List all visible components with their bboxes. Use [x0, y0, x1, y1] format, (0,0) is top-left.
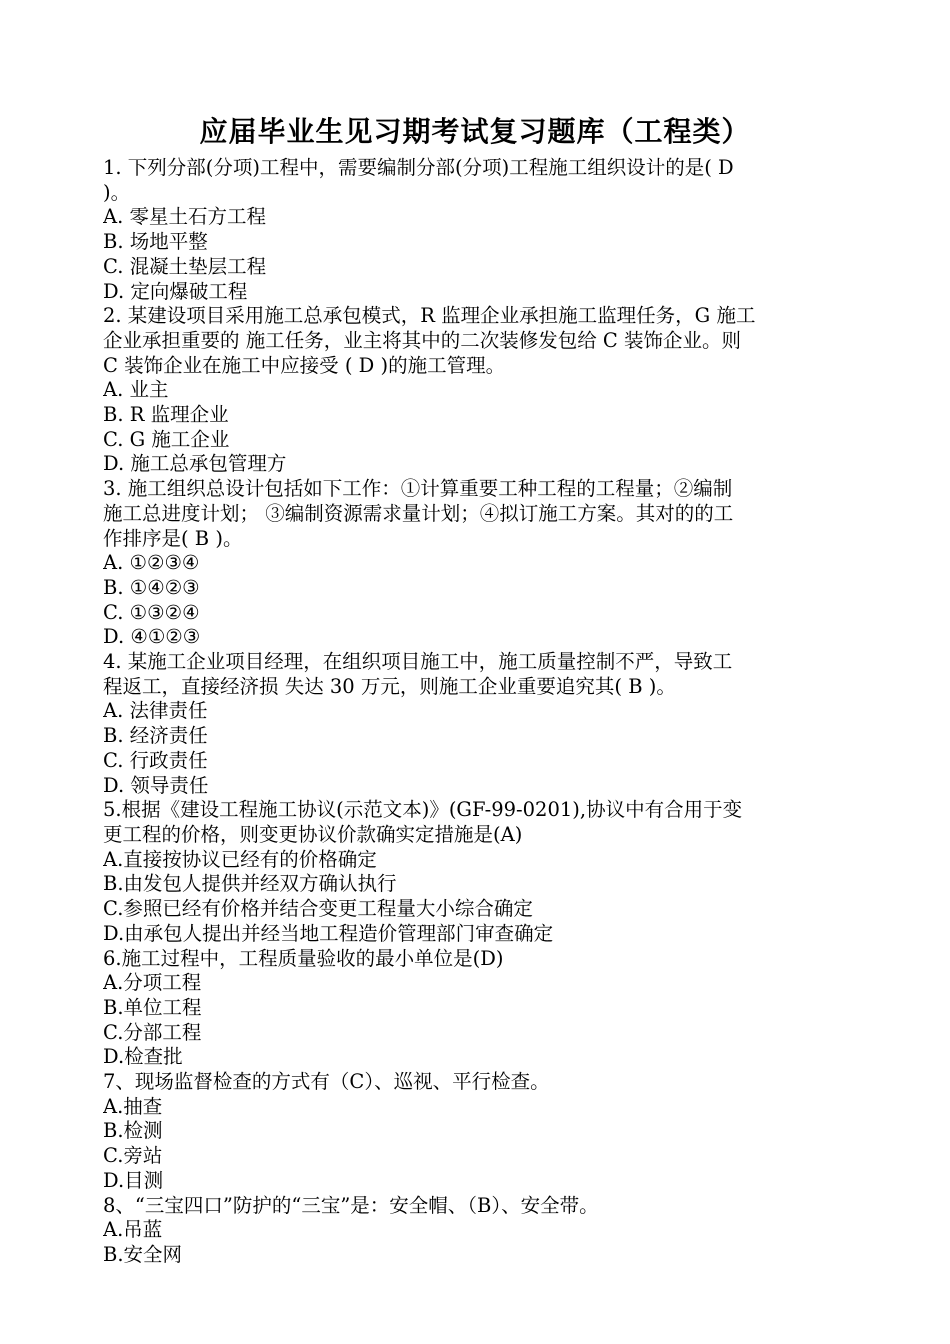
text-line: D. 定向爆破工程 [103, 279, 248, 303]
text-line: 企业承担重要的 施工任务，业主将其中的二次装修发包给 C 装饰企业。则 [103, 328, 742, 352]
text-line: B.由发包人提供并经双方确认执行 [103, 872, 397, 896]
text-line: 3. 施工组织总设计包括如下工作：①计算重要工种工程的工程量；②编制 [103, 477, 733, 501]
text-line: A. 零星土石方工程 [103, 205, 266, 229]
text-line: A.分项工程 [103, 971, 202, 995]
text-line: 5.根据《建设工程施工协议(示范文本)》(GF-99-0201),协议中有合用于变 [103, 798, 743, 822]
text-line: C. 混凝土垫层工程 [103, 254, 267, 278]
text-line: B.安全网 [103, 1242, 183, 1266]
text-line: C.参照已经有价格并结合变更工程量大小综合确定 [103, 897, 533, 921]
text-line: 程返工，直接经济损 失达 30 万元，则施工企业重要追究其( B )。 [103, 674, 676, 698]
text-line: C.旁站 [103, 1144, 163, 1168]
text-line: 6.施工过程中，工程质量验收的最小单位是(D) [103, 946, 504, 970]
text-line: C. G 施工企业 [103, 427, 230, 451]
text-line: C. ①③②④ [103, 600, 200, 624]
text-line: 4. 某施工企业项目经理，在组织项目施工中，施工质量控制不严，导致工 [103, 650, 733, 674]
document-title: 应届毕业生见习期考试复习题库（工程类） [199, 115, 751, 148]
text-line: A.直接按协议已经有的价格确定 [103, 847, 377, 871]
text-line: B. 场地平整 [103, 230, 208, 254]
text-line: 1. 下列分部(分项)工程中，需要编制分部(分项)工程施工组织设计的是( D [103, 156, 734, 179]
text-line: B. R 监理企业 [103, 403, 229, 427]
text-line: )。 [103, 180, 131, 204]
text-line: 施工总进度计划； ③编制资源需求量计划；④拟订施工方案。其对的的工 [103, 501, 734, 525]
text-line: A.吊蓝 [103, 1218, 163, 1242]
text-line: 7、现场监督检查的方式有（C）、巡视、平行检查。 [103, 1070, 550, 1094]
text-line: D. 施工总承包管理方 [103, 452, 287, 476]
text-line: D.由承包人提出并经当地工程造价管理部门审查确定 [103, 921, 554, 945]
text-line: A. 业主 [103, 378, 169, 402]
text-line: 2. 某建设项目采用施工总承包模式，R 监理企业承担施工监理任务，G 施工 [103, 304, 756, 328]
text-line: C 装饰企业在施工中应接受 ( D )的施工管理。 [103, 353, 506, 377]
text-line: C. 行政责任 [103, 748, 208, 772]
text-line: A. 法律责任 [103, 699, 208, 723]
text-line: B.单位工程 [103, 995, 202, 1019]
text-line: 作排序是( B )。 [103, 526, 243, 550]
text-line: D.检查批 [103, 1045, 183, 1069]
text-line: B. ①④②③ [103, 575, 200, 599]
document-body [103, 156, 847, 1268]
text-line: B. 经济责任 [103, 724, 208, 748]
text-line: A. ①②③④ [103, 551, 200, 575]
text-line: D. ④①②③ [103, 625, 201, 649]
text-line: B.检测 [103, 1119, 163, 1143]
text-line: D.目测 [103, 1168, 164, 1192]
text-line: 8、“三宝四口”防护的“三宝”是：安全帽、（B）、安全带。 [103, 1193, 599, 1217]
text-line: C.分部工程 [103, 1020, 202, 1044]
text-line: D. 领导责任 [103, 773, 209, 797]
text-line: A.抽查 [103, 1094, 163, 1118]
text-line: 更工程的价格，则变更协议价款确实定措施是(A) [103, 822, 523, 846]
